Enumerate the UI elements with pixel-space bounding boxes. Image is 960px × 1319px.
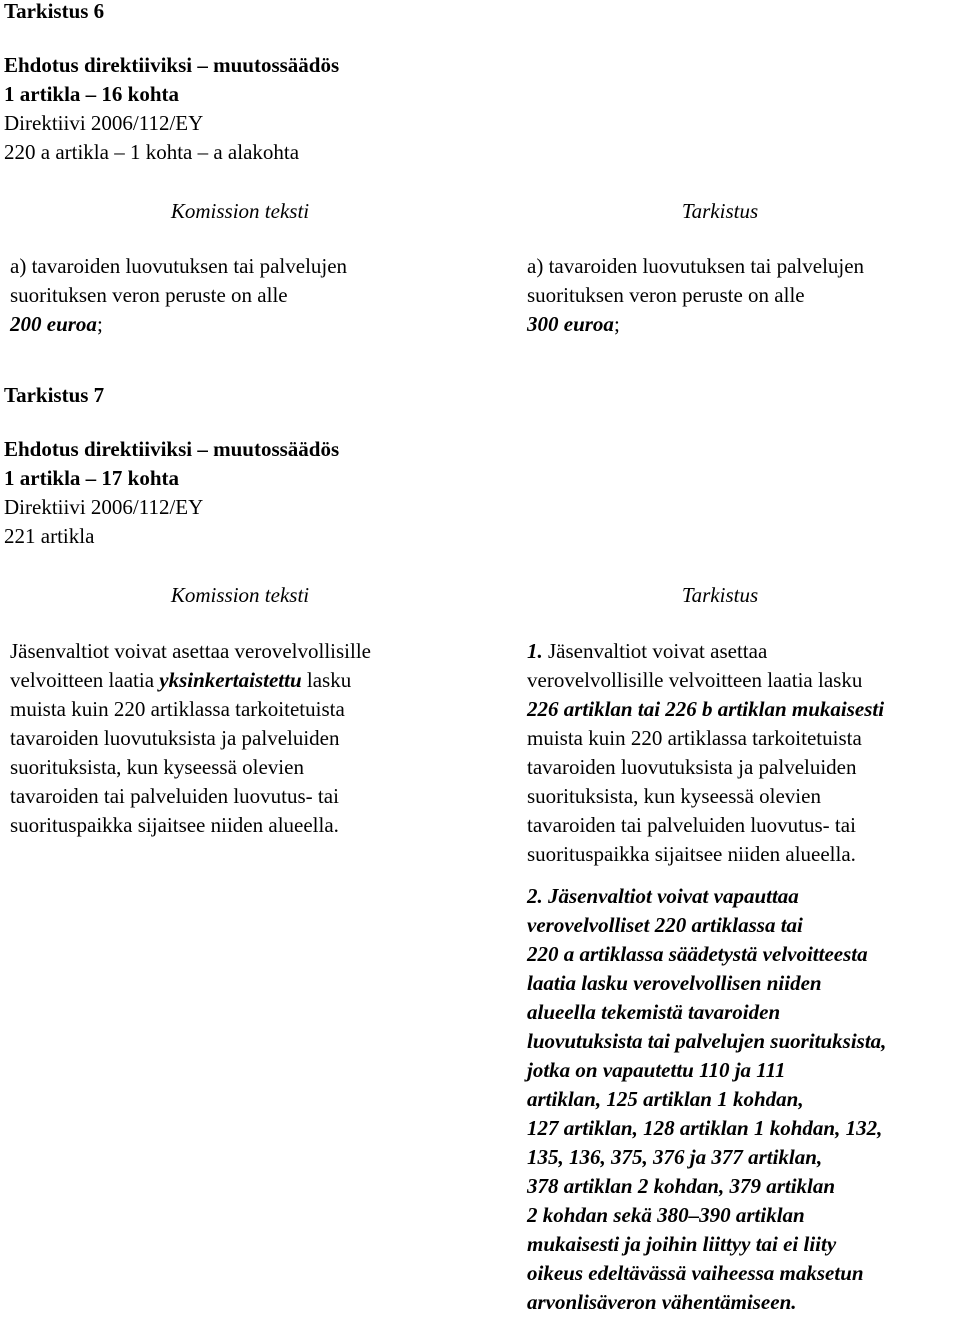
amendment-7-p2-line-4: laatia lasku verovelvollisen niiden	[527, 971, 822, 995]
text: Jäsenvaltiot voivat asettaa	[542, 639, 768, 663]
amendment-7-p2-line-1: 2. Jäsenvaltiot voivat vapauttaa	[527, 884, 799, 908]
amendment-7-amendment-header: Tarkistus	[681, 583, 759, 607]
amendment-7-p2-line-15: arvonlisäveron vähentämiseen.	[527, 1290, 797, 1314]
amendment-7-p1-line-1	[527, 637, 767, 666]
amendment-7-p1-line-2: verovelvollisille velvoitteen laatia lasku	[527, 668, 863, 692]
amendment-7-p2-line-11: 378 artiklan 2 kohdan, 379 artiklan	[527, 1174, 836, 1198]
amendment-7-commission-line-1: Jäsenvaltiot voivat asettaa verovelvollisille	[10, 639, 371, 663]
amendment-7-commission-line-5: suorituksista, kun kyseessä olevien	[10, 755, 304, 779]
amendment-7-directive: Direktiivi 2006/112/EY	[4, 495, 204, 519]
amendment-7-p2-line-14: oikeus edeltävässä vaiheessa maksetun	[527, 1261, 864, 1285]
amendment-6-amendment-line-1: a) tavaroiden luovutuksen tai palvelujen	[527, 254, 865, 278]
amendment-7-p2-line-5: alueella tekemistä tavaroiden	[527, 1000, 781, 1024]
amendment-7-p2-line-12: 2 kohdan sekä 380–390 artiklan	[527, 1203, 805, 1227]
amendment-7-subarticle: 221 artikla	[4, 524, 95, 548]
text: velvoitteen laatia	[10, 668, 160, 692]
amendment-7-commission-header: Komission teksti	[170, 583, 310, 607]
amendment-6-commission-line-3	[10, 310, 103, 339]
deleted-word: yksinkertaistettu	[159, 668, 302, 692]
amendment-7-p2-line-2: verovelvolliset 220 artiklassa tai	[527, 913, 803, 937]
amendment-6-commission-line-2: suorituksen veron peruste on alle	[10, 283, 288, 307]
amendment-7-p1-line-7: tavaroiden tai palveluiden luovutus- tai	[527, 813, 856, 837]
amendment-7-title: Tarkistus 7	[4, 383, 105, 407]
amendment-6-amendment-line-3	[527, 310, 620, 339]
amendment-7-p2-line-8: artiklan, 125 artiklan 1 kohdan,	[527, 1087, 804, 1111]
paragraph-number: 1.	[527, 639, 543, 663]
amendment-7-commission-line-6: tavaroiden tai palveluiden luovutus- tai	[10, 784, 339, 808]
amendment-7-p2-line-10: 135, 136, 375, 376 ja 377 artiklan,	[527, 1145, 823, 1169]
amendment-6-amendment-line-2: suorituksen veron peruste on alle	[527, 283, 805, 307]
amendment-7-p2-line-9: 127 artiklan, 128 artiklan 1 kohdan, 132,	[527, 1116, 883, 1140]
semicolon: ;	[613, 312, 620, 336]
amendment-6-amendment-header: Tarkistus	[681, 199, 759, 223]
amendment-7-commission-line-4: tavaroiden luovutuksista ja palveluiden	[10, 726, 340, 750]
amendment-7-commission-line-3: muista kuin 220 artiklassa tarkoitetuista	[10, 697, 345, 721]
amendment-7-article: 1 artikla – 17 kohta	[4, 466, 180, 490]
amendment-7-p2-line-6: luovutuksista tai palvelujen suorituksista,	[527, 1029, 887, 1053]
amendment-7-p1-line-3: 226 artiklan tai 226 b artiklan mukaisesti	[527, 697, 885, 721]
amount-200: 200 euroa	[10, 312, 97, 336]
text: lasku	[301, 668, 352, 692]
amendment-7-commission-line-2	[10, 666, 351, 695]
amendment-6-commission-header: Komission teksti	[170, 199, 310, 223]
amendment-6-directive: Direktiivi 2006/112/EY	[4, 111, 204, 135]
semicolon: ;	[96, 312, 103, 336]
amendment-7-proposal: Ehdotus direktiiviksi – muutossäädös	[4, 437, 340, 461]
amendment-6-article: 1 artikla – 16 kohta	[4, 82, 180, 106]
amendment-7-p1-line-6: suorituksista, kun kyseessä olevien	[527, 784, 821, 808]
amendment-6-proposal: Ehdotus direktiiviksi – muutossäädös	[4, 53, 340, 77]
amendment-6-commission-line-1: a) tavaroiden luovutuksen tai palvelujen	[10, 254, 348, 278]
amendment-7-commission-line-7: suorituspaikka sijaitsee niiden alueella.	[10, 813, 339, 837]
amendment-7-p2-line-7: jotka on vapautettu 110 ja 111	[527, 1058, 786, 1082]
amendment-6-title: Tarkistus 6	[4, 0, 105, 23]
amendment-7-p1-line-8: suorituspaikka sijaitsee niiden alueella.	[527, 842, 856, 866]
amendment-7-p2-line-3: 220 a artiklassa säädetystä velvoitteesta	[527, 942, 868, 966]
amount-300: 300 euroa	[527, 312, 614, 336]
amendment-7-p2-line-13: mukaisesti ja joihin liittyy tai ei liity	[527, 1232, 837, 1256]
amendment-6-subarticle: 220 a artikla – 1 kohta – a alakohta	[4, 140, 300, 164]
amendment-7-p1-line-4: muista kuin 220 artiklassa tarkoitetuista	[527, 726, 862, 750]
amendment-7-p1-line-5: tavaroiden luovutuksista ja palveluiden	[527, 755, 857, 779]
